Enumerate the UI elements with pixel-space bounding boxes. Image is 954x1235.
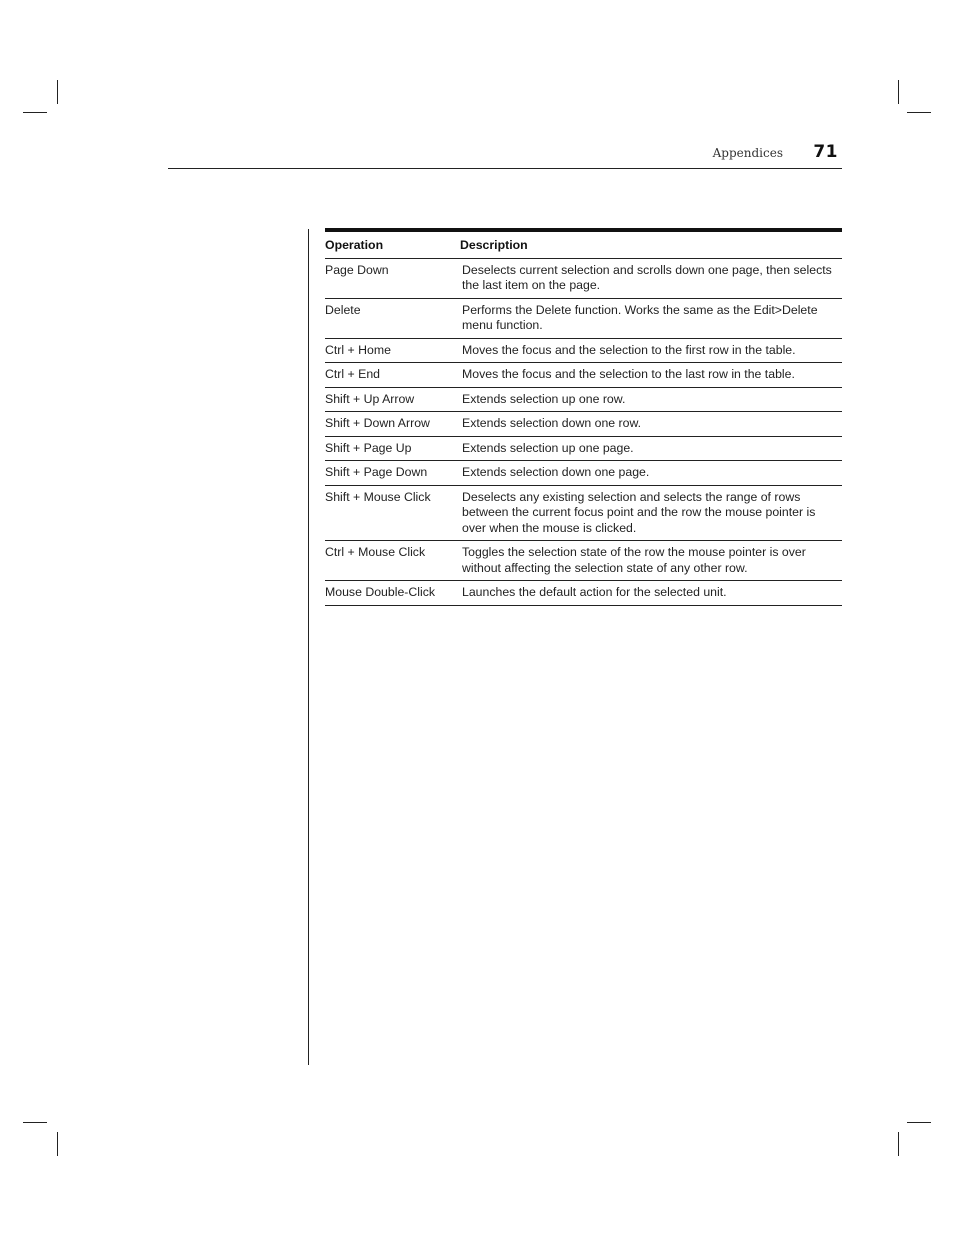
table-row	[325, 581, 842, 606]
table-row	[325, 436, 842, 461]
crop-mark-top-left-h	[23, 112, 47, 113]
operation-cell: Ctrl + End	[325, 367, 381, 381]
table-row	[325, 412, 842, 437]
page-number: 71	[813, 142, 838, 162]
crop-mark-bottom-left-v	[57, 1132, 58, 1156]
description-cell: Extends selection up one page.	[462, 440, 634, 455]
operation-cell: Ctrl + Mouse Click	[325, 545, 426, 559]
table-row	[325, 485, 842, 541]
column-header-description: Description	[460, 238, 528, 252]
running-header-section: Appendices	[712, 146, 783, 160]
operation-cell: Ctrl + Home	[325, 342, 391, 357]
table-header-row	[325, 230, 842, 258]
crop-mark-bottom-left-h	[23, 1122, 47, 1123]
description-cell: Extends selection up one row.	[462, 391, 626, 406]
description-cell: Deselects any existing selection and selects the range of rows between the current focus point and the row the mouse pointer is over when the mouse is clicked.	[462, 489, 816, 535]
table-row	[325, 387, 842, 412]
table-row	[325, 363, 842, 388]
table-row	[325, 541, 842, 581]
description-cell: Moves the focus and the selection to the last row in the table.	[462, 367, 795, 381]
crop-mark-top-right-v	[898, 80, 899, 104]
description-cell: Moves the focus and the selection to the first row in the table.	[462, 342, 796, 357]
operation-cell: Page Down	[325, 262, 389, 277]
operations-table	[325, 228, 842, 606]
description-cell: Deselects current selection and scrolls down one page, then selects the last item on the page.	[462, 262, 832, 292]
operation-cell: Delete	[325, 302, 361, 317]
table-row	[325, 298, 842, 338]
description-cell: Toggles the selection state of the row the mouse pointer is over without affecting the selection state of any other row.	[462, 545, 806, 575]
table-row	[325, 258, 842, 298]
operation-cell: Shift + Mouse Click	[325, 489, 431, 504]
operation-cell: Shift + Page Up	[325, 440, 412, 455]
header-rule	[168, 168, 842, 169]
crop-mark-bottom-right-v	[898, 1132, 899, 1156]
table-row	[325, 338, 842, 363]
description-cell: Extends selection down one page.	[462, 465, 650, 479]
table-row	[325, 461, 842, 486]
column-rule	[308, 229, 309, 1065]
operation-cell: Mouse Double-Click	[325, 585, 436, 599]
crop-mark-top-right-h	[907, 112, 931, 113]
crop-mark-top-left-v	[57, 80, 58, 104]
operation-cell: Shift + Up Arrow	[325, 391, 415, 406]
column-header-operation: Operation	[325, 238, 384, 252]
description-cell: Launches the default action for the selected unit.	[462, 585, 727, 599]
operation-cell: Shift + Page Down	[325, 465, 428, 479]
description-cell: Extends selection down one row.	[462, 416, 642, 430]
description-cell: Performs the Delete function. Works the same as the Edit>Delete menu function.	[462, 302, 818, 332]
crop-mark-bottom-right-h	[907, 1122, 931, 1123]
operation-cell: Shift + Down Arrow	[325, 416, 430, 430]
